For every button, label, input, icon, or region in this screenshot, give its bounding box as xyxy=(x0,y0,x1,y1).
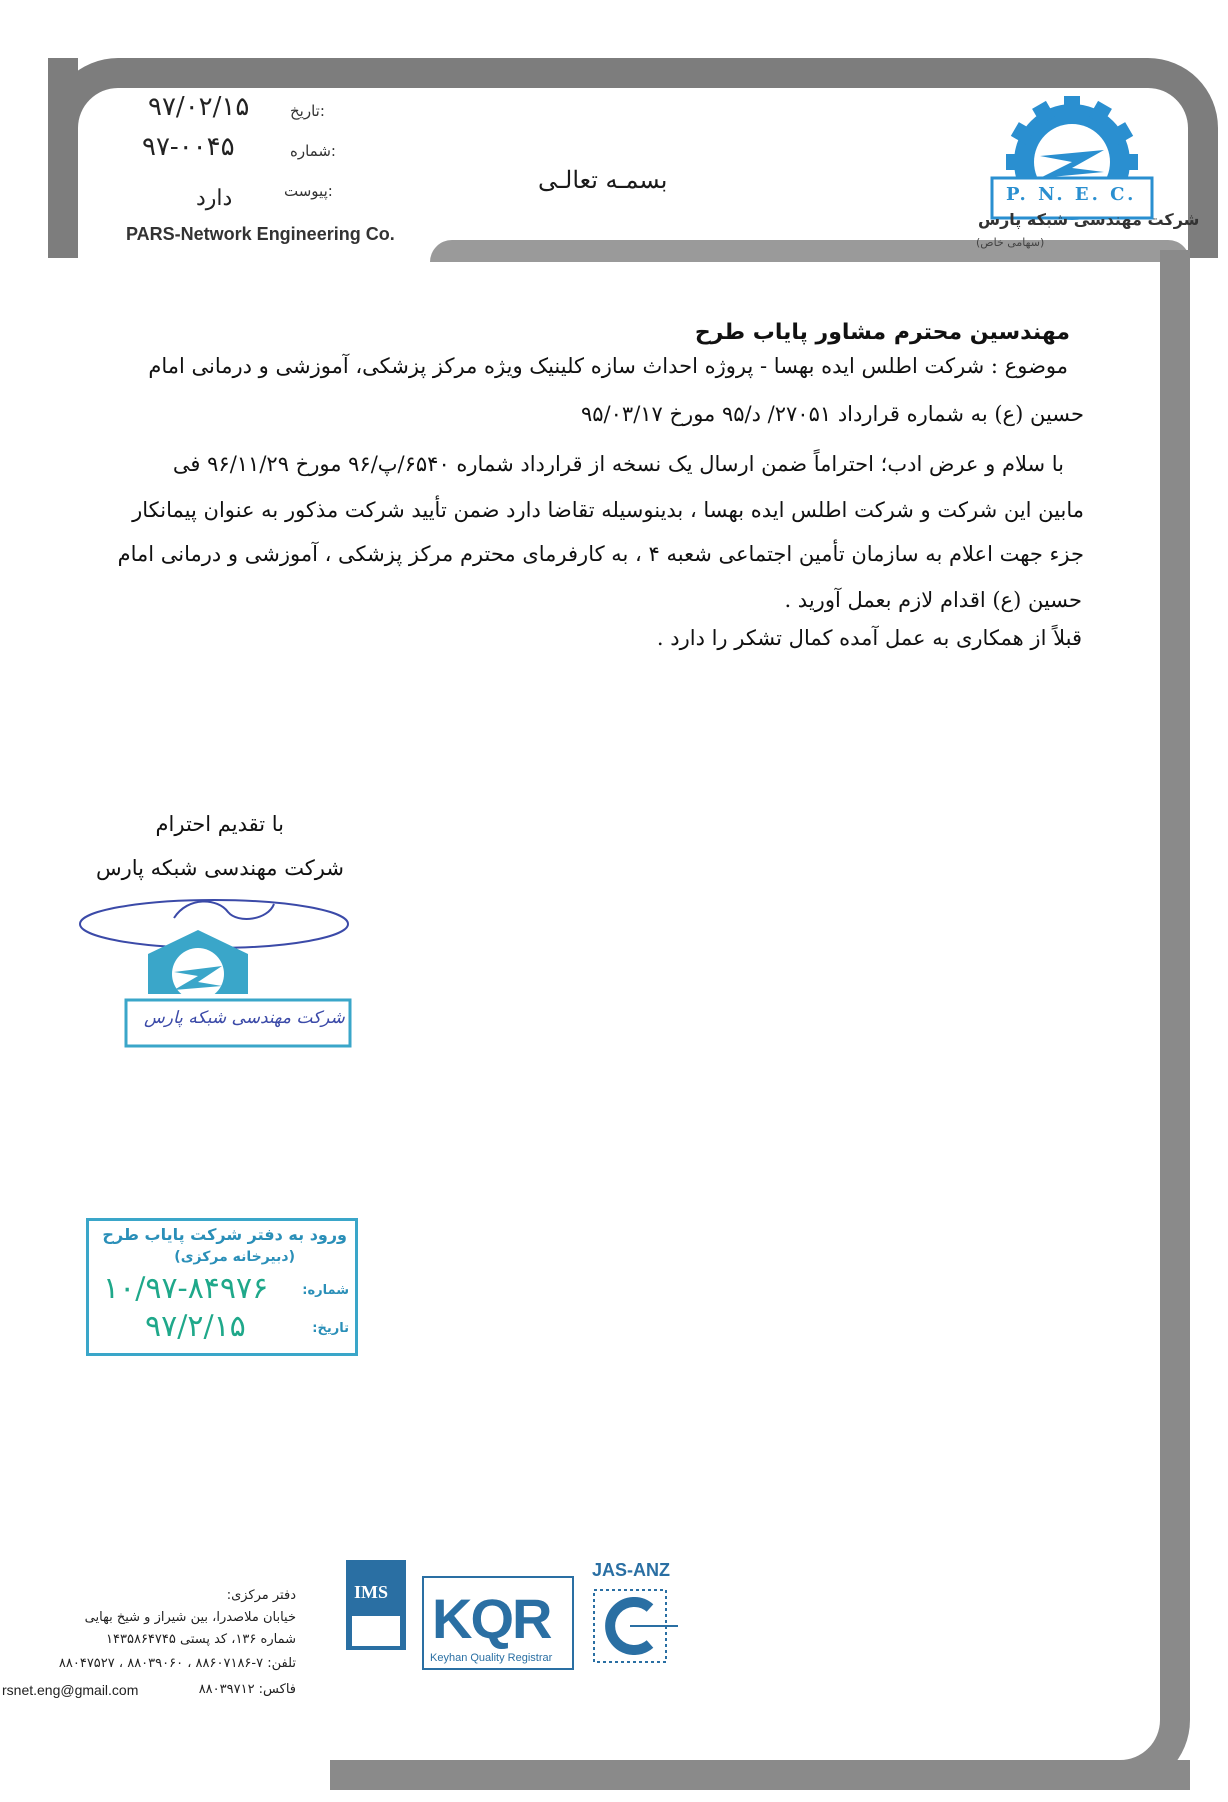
jas-anz-cert-logo xyxy=(590,1560,680,1670)
letter-body-line-5: قبلاً از همکاری به عمل آمده کمال تشکر را دارد . xyxy=(656,626,1082,650)
letter-body-line-1: با سلام و عرض ادب؛ احتراماً ضمن ارسال یک نسخه از قرارداد شماره ۶۵۴۰/پ/۹۶ مورخ ۹۶/۱۱/۲۹ فی xyxy=(172,452,1064,476)
letter-recipient: مهندسین محترم مشاور پایاب طرح xyxy=(694,320,1070,345)
stamp-subtitle: (دبیرخانه مرکزی) xyxy=(174,1249,295,1265)
letter-body-line-4: حسین (ع) اقدام لازم بعمل آورید . xyxy=(784,588,1082,612)
logo-company-name: شرکت مهندسی شبکه پارس xyxy=(978,210,1200,229)
footer-address-line-1: خیابان ملاصدرا، بین شیراز و شیخ بهایی xyxy=(84,1610,296,1625)
stamp-number-value: ۱۰/۹۷-۸۴۹۷۶ xyxy=(103,1271,269,1306)
letter-body-line-2: مابین این شرکت و شرکت اطلس ایده بهسا ، بدینوسیله تقاضا دارد ضمن تأیید شرکت مذکور به عنوان پیمانکار xyxy=(132,498,1084,522)
number-label: شماره: xyxy=(290,142,336,160)
footer-fax: فاکس: ۸۸۰۳۹۷۱۲ xyxy=(198,1682,296,1697)
signature-seal xyxy=(78,894,358,1054)
date-value: ۹۷/۰۲/۱۵ xyxy=(148,92,250,122)
letter-signatory: شرکت مهندسی شبکه پارس xyxy=(95,856,344,880)
attachment-value: دارد xyxy=(196,186,233,211)
jas-anz-text: JAS-ANZ xyxy=(592,1560,671,1580)
footer-address-line-2: شماره ۱۳۶، کد پستی ۱۴۳۵۸۶۴۷۴۵ xyxy=(106,1632,296,1647)
seal-text: شرکت مهندسی شبکه پارس xyxy=(144,1008,345,1028)
number-value: ۹۷-۰۰۴۵ xyxy=(142,132,235,162)
footer-email: rsnet.eng@gmail.com xyxy=(2,1682,139,1698)
stamp-title: ورود به دفتر شرکت پایاب طرح xyxy=(102,1225,347,1244)
logo-letters: P. N. E. C. xyxy=(1006,184,1137,205)
date-label: تاریخ: xyxy=(290,102,325,120)
letterhead-frame-bottom xyxy=(330,1760,1190,1790)
footer-phone: تلفن: ۷-۸۸۶۰۷۱۸۶ ، ۸۸۰۳۹۰۶۰ ، ۸۸۰۴۷۵۲۷ xyxy=(58,1656,296,1671)
letterhead-frame-right xyxy=(1120,250,1190,1790)
stamp-date-label: تاریخ: xyxy=(312,1321,349,1336)
kqr-cert-logo xyxy=(422,1576,574,1670)
ims-text: IMS xyxy=(354,1582,389,1602)
letter-subject-line-2: حسین (ع) به شماره قرارداد ۲۷۰۵۱/ د/۹۵ مورخ ۹۵/۰۳/۱۷ xyxy=(581,402,1084,426)
kqr-text: KQR xyxy=(432,1587,551,1650)
stamp-number-label: شماره: xyxy=(302,1283,349,1298)
letter-body-line-3: جزء جهت اعلام به سازمان تأمین اجتماعی شعبه ۴ ، به کارفرمای محترم مرکز پزشکی ، آموزشی و درمانی امام xyxy=(117,542,1084,566)
letter-subject-line-1: موضوع : شرکت اطلس ایده بهسا - پروژه احداث سازه کلینیک ویژه مرکز پزشکی، آموزشی و درمانی امام xyxy=(148,354,1068,378)
letterhead-frame-left xyxy=(48,58,78,248)
jas-anz-mark-icon xyxy=(590,1586,680,1670)
ims-caption-area xyxy=(352,1616,400,1646)
company-name-en: PARS-Network Engineering Co. xyxy=(120,224,401,245)
ims-cert-logo xyxy=(346,1560,406,1650)
logo-company-type: (سهامی خاص) xyxy=(976,236,1045,249)
letter-closing: با تقدیم احترام xyxy=(155,812,284,836)
signature-seal-icon xyxy=(78,894,358,1054)
bismillah: بسمـه تعالـی xyxy=(538,166,668,194)
stamp-date-value: ۹۷/۲/۱۵ xyxy=(145,1309,246,1344)
kqr-caption: Keyhan Quality Registrar xyxy=(430,1652,553,1664)
footer-office-label: دفتر مرکزی: xyxy=(226,1588,296,1603)
received-stamp xyxy=(86,1218,358,1356)
attachment-label: پیوست: xyxy=(284,182,333,200)
